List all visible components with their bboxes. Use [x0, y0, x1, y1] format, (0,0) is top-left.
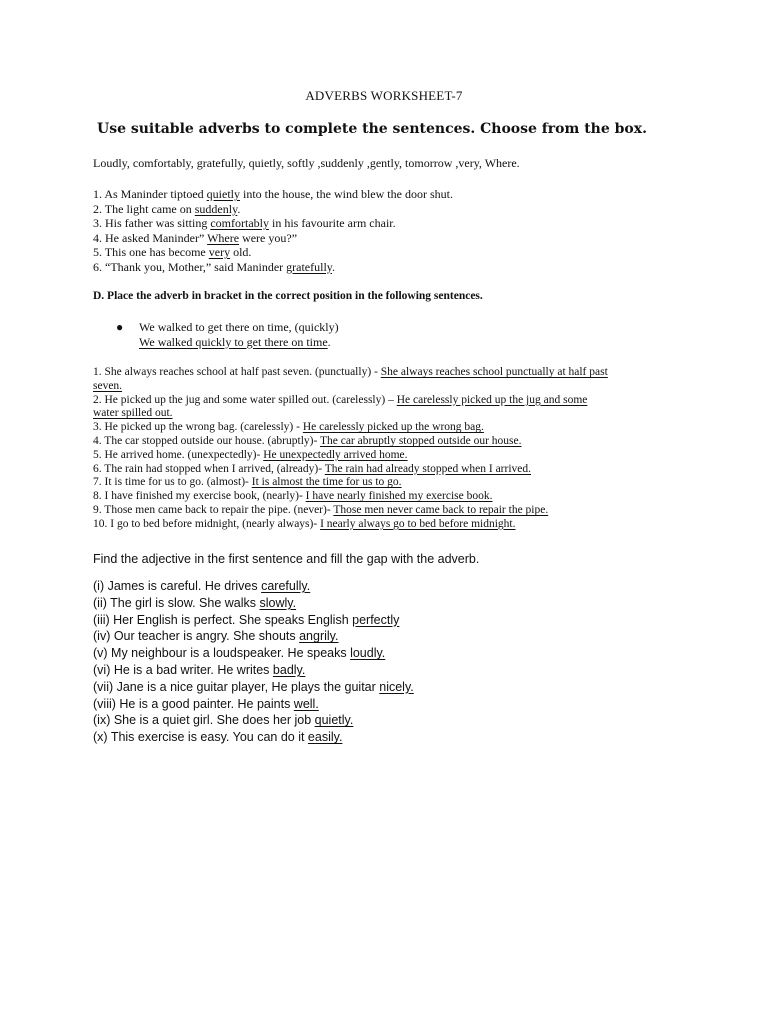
answer-underlined: well. — [293, 696, 319, 711]
answer-underlined: very — [208, 245, 231, 259]
sentence-text: old. — [230, 245, 252, 259]
sentence-text: (vi) He is a bad writer. He writes — [93, 662, 273, 677]
answer-underlined: Where — [207, 230, 240, 245]
sentence-text: into the house, the wind blew the door shut. — [239, 187, 453, 201]
instruction-find-adjective: Find the adjective in the first sentence and fill the gap with the adverb. — [93, 552, 480, 566]
sentence-line — [93, 380, 683, 394]
instruction-section-d: D. Place the adverb in bracket in the correct position in the following sentences. — [93, 290, 483, 302]
sentence-line — [93, 407, 683, 421]
sentence-line — [93, 679, 414, 696]
answer-underlined: quietly. — [314, 713, 354, 728]
answer-underlined: I have nearly finished my exercise book. — [305, 490, 493, 503]
answer-underlined: He unexpectedly arrived home. — [263, 448, 408, 461]
sentence-line — [93, 394, 683, 408]
sentence-text: 7. It is time for us to go. (almost)- — [93, 476, 252, 489]
sentence-text: 6. The rain had stopped when I arrived, (already)- — [93, 462, 325, 475]
sentence-text: 5. He arrived home. (unexpectedly)- — [93, 448, 264, 461]
instruction-choose-from-box: Use suitable adverbs to complete the sentences. Choose from the box. — [97, 121, 647, 137]
sentence-line — [93, 628, 414, 645]
answer-underlined: suddenly — [194, 201, 238, 216]
example-question: We walked to get there on time, (quickly) — [139, 320, 339, 334]
answer-underlined: water spilled out. — [93, 407, 173, 420]
answer-underlined: nicely. — [379, 679, 414, 694]
sentence-line — [93, 187, 453, 202]
answer-underlined: carefully. — [261, 579, 311, 593]
answer-underlined: gratefully — [286, 259, 333, 274]
sentence-line — [93, 612, 414, 629]
sentence-text: 9. Those men came back to repair the pipe. (never)- — [93, 503, 334, 516]
section-3-sentences — [93, 578, 414, 746]
sentence-text: (x) This exercise is easy. You can do it — [93, 730, 308, 745]
sentence-text: 4. He asked Maninder” — [93, 230, 208, 245]
answer-underlined: She always reaches school punctually at half past — [380, 366, 608, 378]
sentence-text: 8. I have finished my exercise book, (nearly)- — [93, 490, 306, 503]
answer-underlined: I nearly always go to bed before midnight. — [320, 517, 516, 530]
sentence-line — [93, 578, 414, 595]
sentence-text: were you?” — [239, 230, 298, 245]
sentence-line — [93, 712, 414, 729]
sentence-line — [93, 260, 453, 275]
example-answer-end: . — [327, 334, 331, 349]
answer-underlined: angrily. — [299, 629, 339, 644]
answer-underlined: He carelessly picked up the wrong bag. — [302, 421, 484, 434]
answer-underlined: perfectly — [352, 612, 400, 627]
sentence-text: (v) My neighbour is a loudspeaker. He speaks — [93, 646, 351, 661]
example-answer: We walked quickly to get there on time — [139, 334, 328, 349]
answer-underlined: badly. — [272, 662, 306, 677]
sentence-line — [93, 476, 683, 490]
sentence-line — [93, 421, 683, 435]
sentence-line — [93, 645, 414, 662]
sentence-text: 4. The car stopped outside our house. (abruptly)- — [93, 434, 320, 447]
answer-underlined: Those men never came back to repair the pipe. — [333, 503, 549, 516]
answer-underlined: seven. — [93, 379, 123, 392]
sentence-text: (iv) Our teacher is angry. She shouts — [93, 629, 300, 644]
sentence-line — [93, 231, 453, 246]
sentence-text: . — [332, 259, 336, 274]
sentence-line — [93, 518, 683, 532]
sentence-line — [93, 696, 414, 713]
sentence-text: (viii) He is a good painter. He paints — [93, 696, 294, 711]
answer-underlined: The car abruptly stopped outside our house. — [319, 434, 522, 447]
sentence-line — [93, 366, 683, 380]
sentence-text: (ix) She is a quiet girl. She does her job — [93, 713, 315, 728]
sentence-text: 6. “Thank you, Mother,” said Maninder — [93, 259, 287, 274]
answer-underlined: slowly. — [259, 595, 297, 610]
sentence-text: 1. She always reaches school at half past seven. (punctually) - — [93, 366, 381, 378]
sentence-text: 5. This one has become — [93, 245, 209, 259]
sentence-line — [93, 216, 453, 231]
sentence-line — [93, 435, 683, 449]
sentence-line — [93, 729, 414, 746]
sentence-text: 10. I go to bed before midnight, (nearly always)- — [93, 517, 321, 530]
sentence-text: in his favourite arm chair. — [268, 216, 396, 230]
sentence-text: (i) James is careful. He drives — [93, 579, 262, 593]
sentence-line — [93, 245, 453, 260]
sentence-text: 1. As Maninder tiptoed — [93, 187, 207, 201]
answer-underlined: comfortably — [210, 216, 269, 230]
word-box: Loudly, comfortably, gratefully, quietly, softly ,suddenly ,gently, tomorrow ,very, Where. — [93, 156, 520, 170]
answer-underlined: He carelessly picked up the jug and some — [396, 393, 588, 406]
sentence-line — [93, 662, 414, 679]
answer-underlined: easily. — [307, 730, 343, 745]
answer-underlined: quietly — [206, 187, 240, 201]
answer-underlined: It is almost the time for us to go. — [251, 476, 402, 489]
sentence-text: 3. He picked up the wrong bag. (carelessly) - — [93, 421, 303, 434]
worksheet-title: ADVERBS WORKSHEET-7 — [305, 88, 463, 103]
sentence-text: . — [237, 201, 241, 216]
sentence-text: (vii) Jane is a nice guitar player, He plays the guitar — [93, 679, 380, 694]
sentence-text: 3. His father was sitting — [93, 216, 211, 230]
example-text — [139, 320, 339, 349]
sentence-text: (iii) Her English is perfect. She speaks English — [93, 612, 353, 627]
bullet-icon: ● — [116, 320, 124, 334]
sentence-line — [93, 504, 683, 518]
answer-underlined: loudly. — [350, 646, 386, 661]
sentence-line — [93, 463, 683, 477]
sentence-text: (ii) The girl is slow. She walks — [93, 595, 260, 610]
sentence-line — [93, 490, 683, 504]
sentence-text: 2. He picked up the jug and some water spilled out. (carelessly) – — [93, 393, 397, 406]
sentence-line — [93, 202, 453, 217]
answer-underlined: The rain had already stopped when I arrived. — [324, 462, 532, 475]
section-1-sentences — [93, 187, 453, 274]
section-2-sentences — [93, 366, 683, 532]
sentence-text: 2. The light came on — [93, 201, 195, 216]
sentence-line — [93, 595, 414, 612]
example-answer-line — [139, 335, 339, 350]
sentence-line — [93, 449, 683, 463]
